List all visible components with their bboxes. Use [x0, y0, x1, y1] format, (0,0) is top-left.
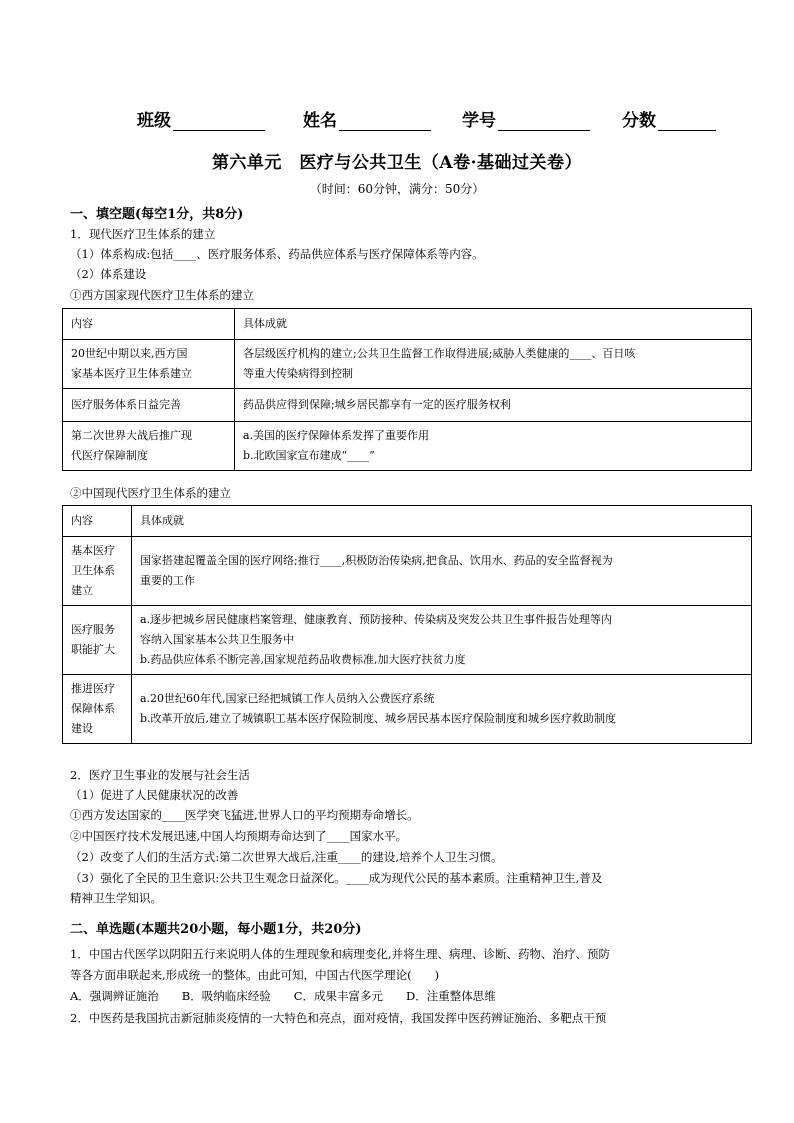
cell-line: 保障体系	[71, 702, 115, 715]
table-cell	[63, 340, 235, 389]
cell-line: 20世纪中期以来,西方国	[71, 347, 188, 360]
section-heading: 二、单选题(本题共20小题，每小题1分，共20分)	[70, 922, 362, 937]
id-blank[interactable]	[498, 112, 590, 131]
cell-line: a.20世纪60年代,国家已经把城镇工作人员纳入公费医疗系统	[140, 692, 435, 705]
question-text: 2．中医药是我国抗击新冠肺炎疫情的一大特色和亮点，面对疫情，我国发挥中医药辨证施治、多靶点干预	[70, 1011, 607, 1025]
question-text: （1）体系构成:包括____、医疗服务体系、药品供应体系与医疗保障体系等内容。	[70, 247, 484, 261]
question-text: 1．现代医疗卫生体系的建立	[70, 227, 216, 241]
table-cell	[63, 422, 235, 471]
cell-line: 等重大传染病得到控制	[243, 367, 353, 380]
cell-line: b.北欧国家宣布建成“____”	[243, 449, 375, 462]
cell-line: 卫生体系	[71, 564, 115, 577]
id-field	[462, 106, 590, 131]
question-text: ①西方发达国家的____医学突飞猛进,世界人口的平均预期寿命增长。	[70, 808, 419, 822]
cell-line: 国家搭建起覆盖全国的医疗网络;推行____,积极防治传染病,把食品、饮用水、药品的安全监督视为	[140, 554, 613, 567]
cell-line: 建立	[71, 584, 93, 597]
cell-line: b.药品供应体系不断完善,国家规范药品收费标准,加大医疗扶贫力度	[140, 653, 466, 666]
table-cell	[235, 340, 752, 389]
table-header-row	[63, 506, 752, 537]
table-cell	[63, 606, 132, 675]
table-cell	[63, 675, 132, 744]
table-caption: ②中国现代医疗卫生体系的建立	[70, 486, 231, 500]
question-text: （1）促进了人民健康状况的改善	[70, 788, 239, 802]
table-row	[63, 340, 752, 389]
question-text: 1．中国古代医学以阴阳五行来说明人体的生理现象和病理变化,并将生理、病理、诊断、药物、治疗、预防	[70, 947, 610, 961]
id-label: 学号	[462, 111, 496, 131]
class-blank[interactable]	[173, 112, 265, 131]
cell-line: a.美国的医疗保障体系发挥了重要作用	[243, 429, 430, 442]
table-cell: 药品供应得到保障;城乡居民都享有一定的医疗服务权利	[235, 389, 752, 422]
score-field	[622, 106, 716, 131]
table-header-cell: 具体成就	[132, 506, 752, 537]
table-row	[63, 675, 752, 744]
question-text: 精神卫生学知识。	[70, 891, 162, 905]
question-text: 等各方面串联起来,形成统一的整体。由此可知，中国古代医学理论( )	[70, 968, 440, 982]
table-header-cell: 内容	[63, 309, 235, 340]
score-blank[interactable]	[658, 112, 716, 131]
section-heading: 一、填空题(每空1分，共8分)	[70, 207, 244, 222]
question-text: （3）强化了全民的卫生意识:公共卫生观念日益深化。____成为现代公民的基本素质。注重精神卫生,普及	[70, 871, 603, 885]
cell-line: 代医疗保障制度	[71, 449, 148, 462]
class-label: 班级	[137, 111, 171, 131]
table-header-row	[63, 309, 752, 340]
china-system-table	[62, 505, 752, 744]
class-field	[137, 106, 265, 131]
table-row	[63, 389, 752, 422]
question-text: （2）体系建设	[70, 267, 147, 281]
name-blank[interactable]	[339, 112, 431, 131]
question-text: 2．医疗卫生事业的发展与社会生活	[70, 768, 250, 782]
cell-line: 重要的工作	[140, 574, 195, 587]
question-text: （2）改变了人们的生活方式:第二次世界大战后,注重____的建设,培养个人卫生习惯。	[70, 850, 503, 864]
cell-line: 医疗服务	[71, 623, 115, 636]
table-cell	[235, 422, 752, 471]
table-cell: 医疗服务体系日益完善	[63, 389, 235, 422]
name-field	[303, 106, 431, 131]
cell-line: 推进医疗	[71, 682, 115, 695]
table-cell	[132, 537, 752, 606]
cell-line: 职能扩大	[71, 643, 115, 656]
cell-line: a.逐步把城乡居民健康档案管理、健康教育、预防接种、传染病及突发公共卫生事件报告处理等内	[140, 613, 613, 626]
table-row	[63, 537, 752, 606]
page-subtitle: （时间：60分钟，满分：50分）	[309, 182, 485, 196]
question-text: ②中国医疗技术发展迅速,中国人均预期寿命达到了____国家水平。	[70, 829, 408, 843]
cell-line: 容纳入国家基本公共卫生服务中	[140, 633, 294, 646]
table-cell	[63, 537, 132, 606]
answer-options: A．强调辨证施治 B．吸纳临床经验 C．成果丰富多元 D．注重整体思维	[70, 989, 496, 1003]
west-system-table	[62, 308, 752, 471]
table-row	[63, 422, 752, 471]
cell-line: b.改革开放后,建立了城镇职工基本医疗保险制度、城乡居民基本医疗保险制度和城乡医疗救助制度	[140, 712, 617, 725]
cell-line: 第二次世界大战后推广现	[71, 429, 192, 442]
cell-line: 基本医疗	[71, 544, 115, 557]
name-label: 姓名	[303, 111, 337, 131]
table-caption: ①西方国家现代医疗卫生体系的建立	[70, 288, 254, 302]
table-cell	[132, 675, 752, 744]
cell-line: 建设	[71, 722, 93, 735]
table-row	[63, 606, 752, 675]
table-header-cell: 具体成就	[235, 309, 752, 340]
table-header-cell: 内容	[63, 506, 132, 537]
cell-line: 家基本医疗卫生体系建立	[71, 367, 192, 380]
score-label: 分数	[622, 111, 656, 131]
table-cell	[132, 606, 752, 675]
page-title: 第六单元 医疗与公共卫生（A卷·基础过关卷）	[211, 153, 583, 173]
cell-line: 各层级医疗机构的建立;公共卫生监督工作取得进展;威胁人类健康的____、百日咳	[243, 347, 636, 360]
